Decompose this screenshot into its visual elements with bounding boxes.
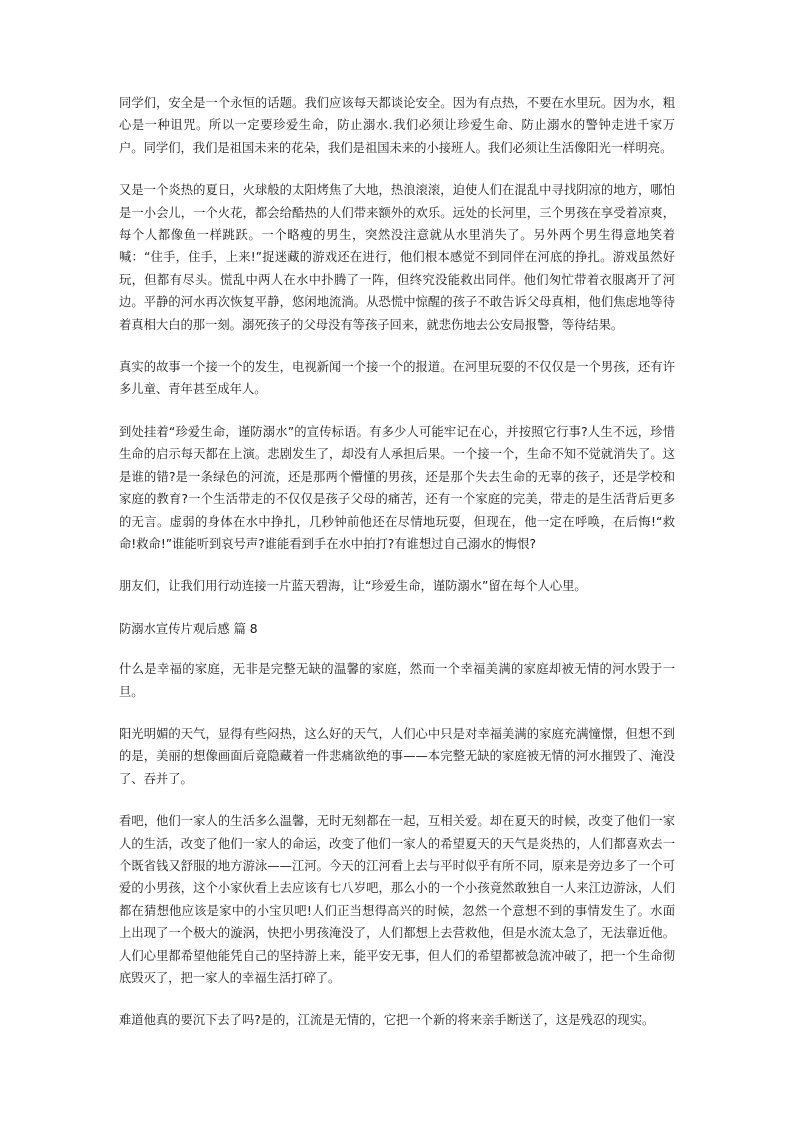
paragraph-call-to-action: 朋友们，让我们用行动连接一片蓝天碧海，让“珍爱生命，谨防溺水”留在每个人心里。 [119, 579, 587, 594]
paragraph-safety-intro: 同学们，安全是一个永恒的话题。我们应该每天都谈论安全。因为有点热，不要在水里玩。因为水，粗心是一种诅咒。所以一定要珍爱生命，防止溺水.我们必须让珍爱生命、防止溺水的警钟走进千家万户。同学们，我们是祖国未来的花朵，我们是祖国未来的小接班人。我们必须让生活像阳光一样明亮。 [119, 96, 675, 155]
paragraph-slogan-reflection: 到处挂着“珍爱生命，谨防溺水”的宣传标语。有多少人可能牢记在心，并按照它行事?人生不远，珍惜生命的启示每天都在上演。悲剧发生了，却没有人承担后果。一个接一个，生命不知不觉就消失了。这是谁的错?是一条绿色的河流，还是那两个懵懂的男孩，还是那个失去生命的无辜的孩子，还是学校和家庭的教育?一个生活带走的不仅仅是孩子父母的痛苦，还有一个家庭的完美，带走的是生活背后更多的无言。虚弱的身体在水中挣扎，几秒钟前他还在尽情地玩耍，但现在，他一定在呼唤，在后悔!“救命!救命!”谁能听到哀号声?谁能看到手在水中拍打?有谁想过自己溺水的悔恨? [119, 424, 675, 551]
section-heading: 防溺水宣传片观后感 篇 8 [119, 621, 258, 636]
paragraph-river-accident: 看吧，他们一家人的生活多么温馨，无时无刻都在一起，互相关爱。却在夏天的时候，改变了他们一家人的生活，改变了他们一家人的命运，改变了他们一家人的希望夏天的天气是炎热的，人们都喜欢去一个既省钱又舒服的地方游泳——江河。今天的江河看上去与平时似乎有所不同，原来是旁边多了一个可爱的小男孩，这个小家伙看上去应该有七八岁吧，那么小的一个小孩竟然敢独自一人来江边游泳，人们都在猜想他应该是家中的小宝贝吧!人们正当想得高兴的时候，忽然一个意想不到的事情发生了。水面上出现了一个极大的漩涡，快把小男孩淹没了，人们都想上去营救他，但是水流太急了，无法靠近他。人们心里都希望他能凭自己的坚持游上来，能平安无事，但人们的希望都被急流冲破了，把一个生命彻底毁灭了，把一家人的幸福生活打碎了。 [119, 814, 675, 985]
paragraph-summer-story: 又是一个炎热的夏日，火球般的太阳烤焦了大地，热浪滚滚，迫使人们在混乱中寻找阴凉的地方，哪怕是一小会儿，一个火花，都会给酷热的人们带来额外的欢乐。远处的长河里，三个男孩在享受着凉爽，每个人都像鱼一样跳跃。一个略瘦的男生，突然没注意就从水里消失了。另外两个男生得意地笑着喊：“住手，住手，上来!”捉迷藏的游戏还在进行，他们根本感觉不到同伴在河底的挣扎。游戏虽然好玩，但都有尽头。慌乱中两人在水中扑腾了一阵，但终究没能救出同伴。他们匆忙带着衣服离开了河边。平静的河水再次恢复平静，悠闲地流淌。从恐慌中惊醒的孩子不敢告诉父母真相，他们焦虑地等待着真相大白的那一刻。溺死孩子的父母没有等孩子回来，就悲伤地去公安局报警，等待结果。 [119, 183, 675, 332]
paragraph-cruel-reality: 难道他真的要沉下去了吗?是的，江流是无情的，它把一个新的将来亲手断送了，这是残忍的现实。 [119, 1013, 655, 1028]
paragraph-happy-family: 什么是幸福的家庭，无非是完整无缺的温馨的家庭，然而一个幸福美满的家庭却被无情的河水毁于一旦。 [119, 662, 675, 699]
paragraph-news-reports: 真实的故事一个接一个的发生，电视新闻一个接一个的报道。在河里玩耍的不仅仅是一个男孩，还有许多儿童、青年甚至成年人。 [119, 360, 675, 397]
document-page [119, 92, 675, 1052]
paragraph-sunny-day: 阳光明媚的天气，显得有些闷热，这么好的天气，人们心中只是对幸福美满的家庭充满憧憬，但想不到的是，美丽的想像画面后竟隐藏着一件悲痛欲绝的事——本完整无缺的家庭被无情的河水摧毁了、淹没了、吞并了。 [119, 726, 675, 786]
